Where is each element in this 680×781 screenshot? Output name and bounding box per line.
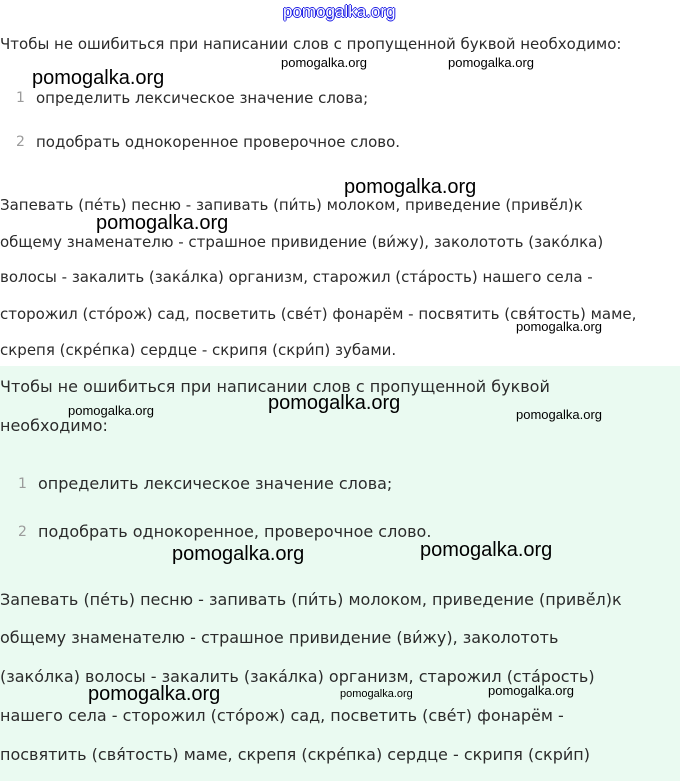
watermark: pomogalka.org bbox=[344, 176, 477, 198]
body-line: посвятить (свя́тость) маме, скрепя (скре́пка) сердце - скрипя (скри́п) bbox=[0, 745, 590, 764]
watermark: pomogalka.org bbox=[516, 407, 602, 422]
section2-intro-line: необходимо: bbox=[0, 416, 108, 435]
watermark: pomogalka.org bbox=[172, 543, 305, 565]
watermark: pomogalka.org bbox=[516, 319, 602, 334]
list-number: 1 bbox=[18, 476, 27, 492]
body-line: Запевать (пе́ть) песню - запивать (пи́ть) молоком, приведение (привё́л)к bbox=[0, 590, 622, 609]
watermark: pomogalka.org bbox=[448, 55, 534, 70]
watermark: pomogalka.org bbox=[96, 212, 229, 234]
watermark: pomogalka.org bbox=[340, 688, 413, 700]
body-line: волосы - закалить (зака́лка) организм, старожил (ста́рость) нашего села - bbox=[0, 268, 593, 286]
body-line: нашего села - сторожил (сто́рож) сад, посветить (све́т) фонарём - bbox=[0, 706, 564, 725]
watermark: pomogalka.org bbox=[268, 392, 401, 414]
watermark: pomogalka.org bbox=[420, 539, 553, 561]
watermark: pomogalka.org bbox=[281, 55, 367, 70]
watermark-top: pomogalka.org bbox=[283, 2, 396, 21]
watermark: pomogalka.org bbox=[68, 403, 154, 418]
body-line: Запевать (пе́ть) песню - запивать (пи́ть) молоком, приведение (привё́л)к bbox=[0, 196, 583, 214]
body-line: общему знаменателю - страшное привидение (ви́жу), заколототь (зако́лка) bbox=[0, 233, 604, 251]
list-number: 2 bbox=[18, 524, 27, 540]
list-number: 2 bbox=[16, 134, 25, 150]
watermark: pomogalka.org bbox=[32, 67, 165, 89]
watermark: pomogalka.org bbox=[88, 683, 221, 705]
list-item: подобрать однокоренное проверочное слово. bbox=[36, 133, 401, 151]
section2-intro-line: Чтобы не ошибиться при написании слов с пропущенной буквой bbox=[0, 377, 550, 396]
list-item: подобрать однокоренное, проверочное слово. bbox=[38, 522, 432, 541]
list-item: определить лексическое значение слова; bbox=[38, 474, 393, 493]
body-line: сторожил (сто́рож) сад, посветить (све́т) фонарём - посвятить (свя́тость) маме, bbox=[0, 305, 637, 323]
body-line: (зако́лка) волосы - закалить (зака́лка) организм, старожил (ста́рость) bbox=[0, 667, 595, 686]
list-number: 1 bbox=[16, 90, 25, 106]
body-line: общему знаменателю - страшное привидение (ви́жу), заколототь bbox=[0, 628, 559, 647]
section1-intro: Чтобы не ошибиться при написании слов с пропущенной буквой необходимо: bbox=[0, 35, 622, 53]
watermark: pomogalka.org bbox=[488, 683, 574, 698]
body-line: скрепя (скре́пка) сердце - скрипя (скри́п) зубами. bbox=[0, 341, 397, 359]
list-item: определить лексическое значение слова; bbox=[36, 89, 369, 107]
